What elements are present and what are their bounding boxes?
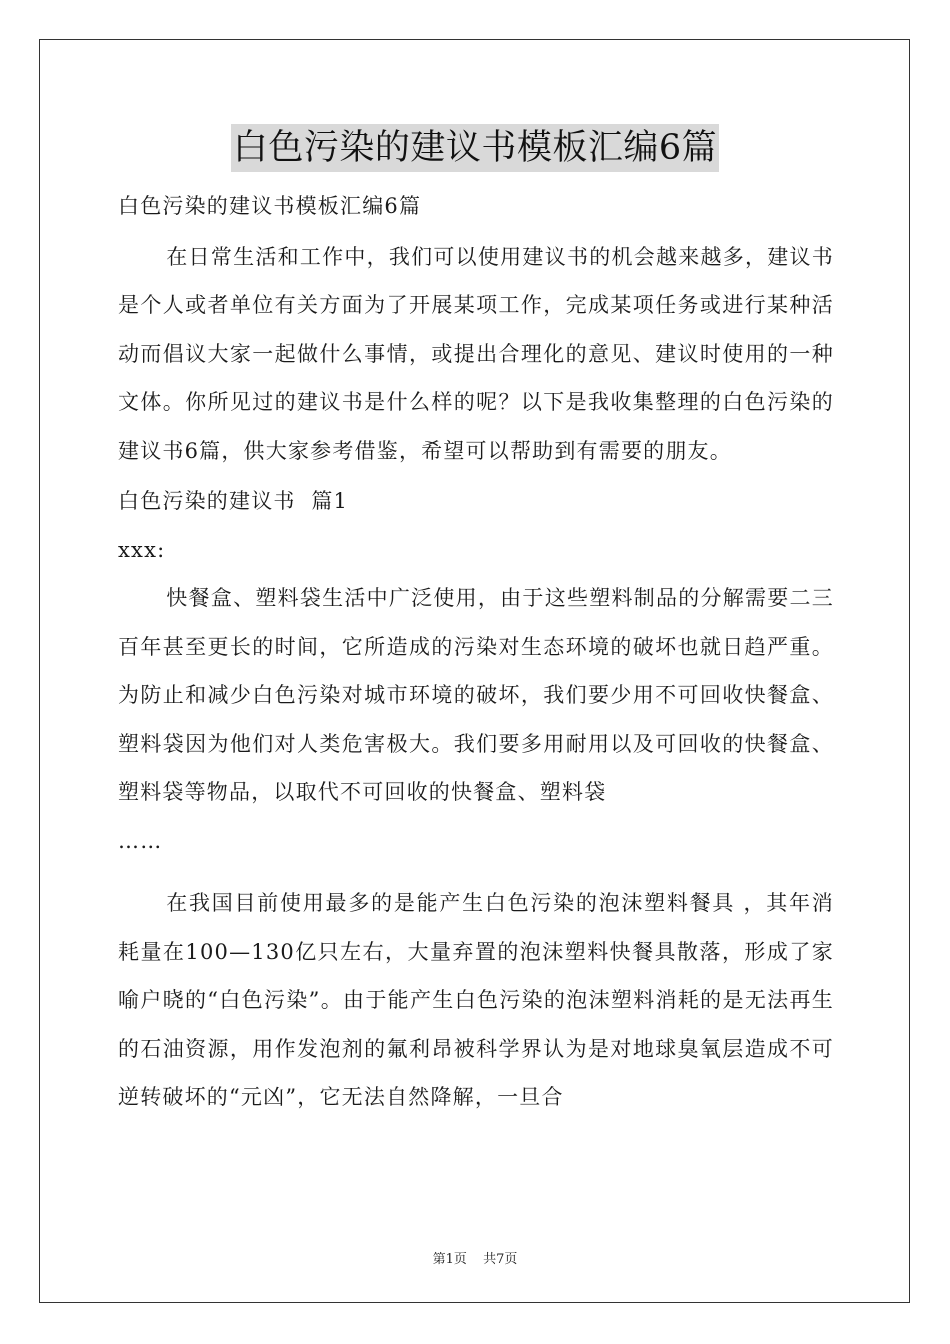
page-number: 第1页 (432, 1252, 467, 1267)
section-heading: 白色污染的建议书 篇1 (118, 489, 349, 513)
document-title: 白色污染的建议书模板汇编6篇 (231, 124, 719, 172)
ellipsis-line: …… (118, 828, 163, 853)
body-paragraph-1: 快餐盒、塑料袋生活中广泛使用，由于这些塑料制品的分解需要二三百年甚至更长的时间，它所造成的污染对生态环境的破坏也就日趋严重。为防止和减少白色污染对城市环境的破坏，我们要少用不可回收快餐盒、塑料袋因为他们对人类危害极大。我们要多用耐用以及可回收的快餐盒、塑料袋等物品，以取代不可回收的快餐盒、塑料袋 (118, 586, 834, 804)
page-total: 共7页 (483, 1252, 518, 1267)
document-body (118, 182, 834, 1122)
document-subtitle: 白色污染的建议书模板汇编6篇 (118, 194, 422, 218)
intro-paragraph: 在日常生活和工作中，我们可以使用建议书的机会越来越多，建议书是个人或者单位有关方面为了开展某项工作，完成某项任务或进行某种活动而倡议大家一起做什么事情，或提出合理化的意见、建议时使用的一种文体。你所见过的建议书是什么样的呢？以下是我收集整理的白色污染的建议书6篇，供大家参考借鉴，希望可以帮助到有需要的朋友。 (118, 244, 834, 463)
page-footer (0, 1248, 950, 1267)
salutation: xxx: (118, 537, 166, 562)
title-container (0, 124, 950, 172)
body-paragraph-2: 在我国目前使用最多的是能产生白色污染的泡沫塑料餐具 ，其年消耗量在100—130亿只左右，大量弃置的泡沫塑料快餐具散落，形成了家喻户晓的“白色污染”。由于能产生白色污染的泡沫塑料消耗的是无法再生的石油资源，用作发泡剂的氟利昂被科学界认为是对地球臭氧层造成不可逆转破坏的“元凶”，它无法自然降解，一旦合 (118, 891, 834, 1109)
